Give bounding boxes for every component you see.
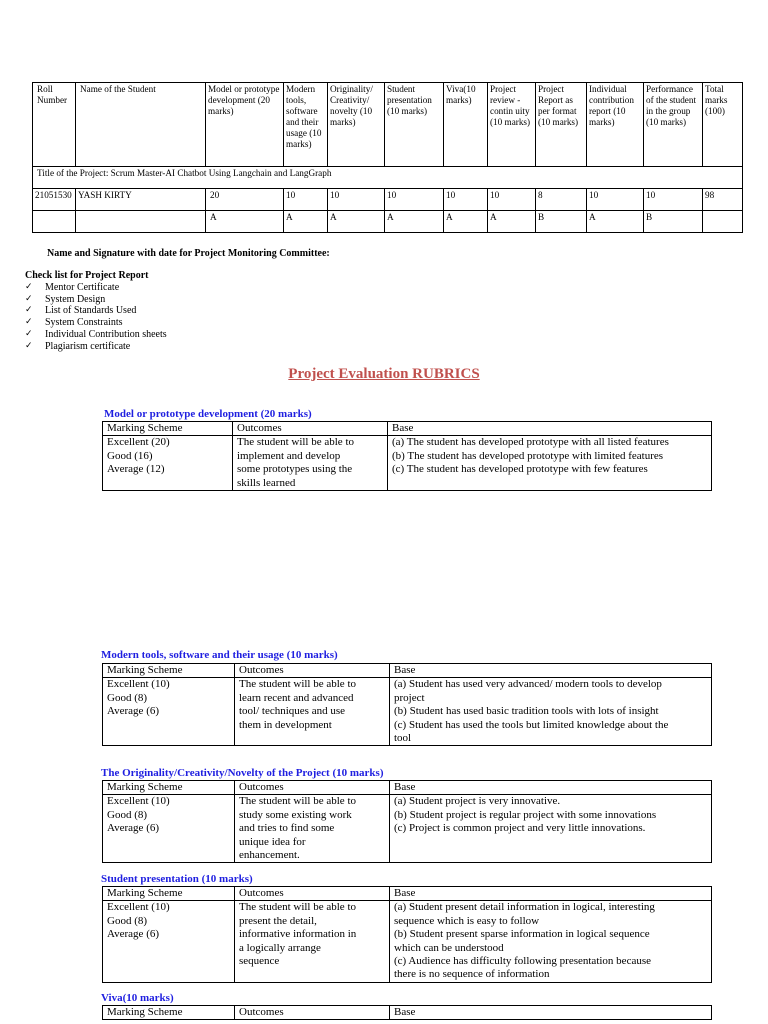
list-item: ✓ Plagiarism certificate xyxy=(25,340,131,352)
checkmark-icon: ✓ xyxy=(25,340,33,351)
list-item: ✓ Individual Contribution sheets xyxy=(25,328,167,340)
marking-scheme-cell: Excellent (10) Good (8) Average (6) xyxy=(103,678,235,746)
rubric-body-row xyxy=(103,901,712,982)
mark-cell: 10 xyxy=(488,189,536,211)
column-header: Marking Scheme xyxy=(103,887,235,901)
grade-row xyxy=(33,211,743,233)
rubric-body-row xyxy=(103,795,712,863)
grade-cell xyxy=(703,211,743,233)
header-cell: Total marks (100) xyxy=(703,83,743,167)
outcomes-cell: The student will be able to study some existing work and tries to find some unique idea for enhancement. xyxy=(235,795,390,863)
column-header: Marking Scheme xyxy=(103,422,233,436)
mark-cell: 10 xyxy=(284,189,328,211)
section-title: The Originality/Creativity/Novelty of the Project (10 marks) xyxy=(101,767,384,779)
header-cell: Student presentation (10 marks) xyxy=(385,83,444,167)
marks-header-row xyxy=(33,83,743,167)
list-item: ✓ List of Standards Used xyxy=(25,305,137,317)
outcomes-cell: The student will be able to implement and develop some prototypes using the skills learned xyxy=(233,436,388,491)
base-cell: (a) Student present detail information in logical, interesting sequence which is easy to follow (b) Student present sparse information in logical sequence which can be understood (c) Audience has difficulty following presentation because there is no sequence of information xyxy=(390,901,712,982)
list-item: ✓ System Constraints xyxy=(25,317,123,329)
marking-scheme-cell: Excellent (10) Good (8) Average (6) xyxy=(103,795,235,863)
section-title: Model or prototype development (20 marks) xyxy=(104,408,312,420)
mark-cell: 10 xyxy=(644,189,703,211)
roll-number: 21051530 xyxy=(33,189,76,211)
outcomes-cell: The student will be able to present the detail, informative information in a logically arrange sequence xyxy=(235,901,390,982)
column-header: Marking Scheme xyxy=(103,1006,235,1020)
column-header: Base xyxy=(388,422,712,436)
mark-cell: 10 xyxy=(385,189,444,211)
column-header: Base xyxy=(390,781,712,795)
column-header: Marking Scheme xyxy=(103,781,235,795)
column-header: Base xyxy=(390,887,712,901)
column-header: Base xyxy=(390,1006,712,1020)
grade-cell: B xyxy=(644,211,703,233)
marking-scheme-cell: Excellent (10) Good (8) Average (6) xyxy=(103,901,235,982)
mark-cell: 10 xyxy=(587,189,644,211)
list-item: ✓ System Design xyxy=(25,293,106,305)
header-cell: Individual contribution report (10 marks) xyxy=(587,83,644,167)
student-marks-row xyxy=(33,189,743,211)
base-cell: (a) The student has developed prototype with all listed features (b) The student has developed prototype with limited features (c) The student has developed prototype with few features xyxy=(388,436,712,491)
base-cell: (a) Student has used very advanced/ modern tools to develop project (b) Student has used basic tradition tools with lots of insight (c) Student has used the tools but limited knowledge about the tool xyxy=(390,678,712,746)
column-header: Outcomes xyxy=(235,781,390,795)
grade-cell: B xyxy=(536,211,587,233)
grade-cell xyxy=(76,211,206,233)
checkmark-icon: ✓ xyxy=(25,328,33,339)
mark-cell: 8 xyxy=(536,189,587,211)
header-cell: Project review - contin uity (10 marks) xyxy=(488,83,536,167)
column-header: Outcomes xyxy=(235,664,390,678)
student-name: YASH KIRTY xyxy=(76,189,206,211)
rubric-table xyxy=(102,886,712,983)
section-title: Student presentation (10 marks) xyxy=(101,873,253,885)
grade-cell: A xyxy=(385,211,444,233)
checklist-title: Check list for Project Report xyxy=(25,270,149,281)
column-header: Base xyxy=(390,664,712,678)
header-cell: Viva(10 marks) xyxy=(444,83,488,167)
outcomes-cell: The student will be able to learn recent and advanced tool/ techniques and use them in development xyxy=(235,678,390,746)
column-header: Outcomes xyxy=(235,1006,390,1020)
mark-cell: 10 xyxy=(444,189,488,211)
marking-scheme-cell: Excellent (20) Good (16) Average (12) xyxy=(103,436,233,491)
header-cell: Performance of the student in the group (10 marks) xyxy=(644,83,703,167)
grade-cell: A xyxy=(328,211,385,233)
base-cell: (a) Student project is very innovative. (b) Student project is regular project with some innovations (c) Project is common project and very little innovations. xyxy=(390,795,712,863)
checkmark-icon: ✓ xyxy=(25,317,33,328)
checkmark-icon: ✓ xyxy=(25,282,33,292)
grade-cell: A xyxy=(444,211,488,233)
list-item: ✓ Mentor Certificate xyxy=(25,282,120,293)
header-cell: Originality/ Creativity/ novelty (10 marks) xyxy=(328,83,385,167)
header-cell: Name of the Student xyxy=(76,83,206,167)
section-title: Viva(10 marks) xyxy=(101,992,174,1004)
checkmark-icon: ✓ xyxy=(25,305,33,316)
mark-cell: 20 xyxy=(206,189,284,211)
grade-cell: A xyxy=(488,211,536,233)
header-cell: Model or prototype development (20 marks) xyxy=(206,83,284,167)
grade-cell xyxy=(33,211,76,233)
column-header: Outcomes xyxy=(235,887,390,901)
header-cell: Project Report as per format (10 marks) xyxy=(536,83,587,167)
mark-cell: 10 xyxy=(328,189,385,211)
grade-cell: A xyxy=(587,211,644,233)
header-cell: Roll Number xyxy=(33,83,76,167)
checkmark-icon: ✓ xyxy=(25,293,33,304)
rubric-header-row xyxy=(103,422,712,436)
rubric-table xyxy=(102,421,712,491)
marks-table xyxy=(32,82,743,233)
rubric-table xyxy=(102,663,712,746)
grade-cell: A xyxy=(206,211,284,233)
rubric-header-row xyxy=(103,1006,712,1020)
grade-cell: A xyxy=(284,211,328,233)
total-marks: 98 xyxy=(703,189,743,211)
section-title: Modern tools, software and their usage (10 marks) xyxy=(101,649,338,661)
rubric-table xyxy=(102,1005,712,1020)
rubric-header-row xyxy=(103,887,712,901)
rubric-header-row xyxy=(103,664,712,678)
signature-label: Name and Signature with date for Project Monitoring Committee: xyxy=(47,248,330,259)
rubric-body-row xyxy=(103,436,712,491)
rubric-header-row xyxy=(103,781,712,795)
column-header: Marking Scheme xyxy=(103,664,235,678)
checklist xyxy=(25,282,167,352)
rubric-body-row xyxy=(103,678,712,746)
project-title-row xyxy=(33,167,743,189)
column-header: Outcomes xyxy=(233,422,388,436)
header-cell: Modern tools, software and their usage (10 marks) xyxy=(284,83,328,167)
rubrics-title: Project Evaluation RUBRICS xyxy=(288,366,480,382)
rubric-table xyxy=(102,780,712,863)
project-title: Title of the Project: Scrum Master-AI Chatbot Using Langchain and LangGraph xyxy=(33,167,743,189)
